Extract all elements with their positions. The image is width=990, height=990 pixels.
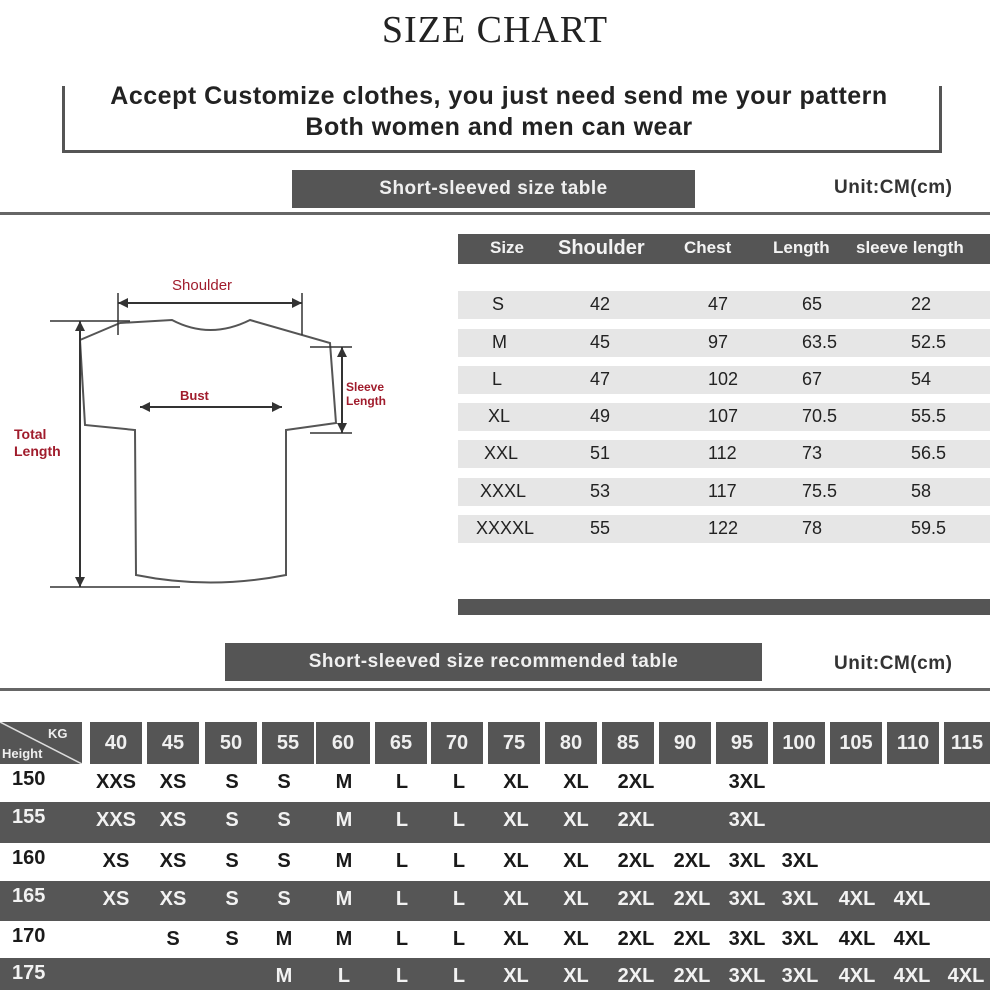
total-length-label — [14, 426, 61, 460]
size-recommendation-cell: XS — [159, 809, 187, 831]
size-recommendation-cell: L — [395, 850, 409, 872]
size-recommendation-cell: XL — [503, 809, 529, 831]
size-recommendation-cell: L — [395, 888, 409, 910]
size-recommendation-cell: 4XL — [893, 888, 931, 910]
size-recommendation-cell: 3XL — [728, 928, 766, 950]
size-recommendation-cell: 3XL — [728, 965, 766, 987]
size-recommendation-cell: XS — [159, 771, 187, 793]
notice-line-2: Both women and men can wear — [305, 113, 693, 141]
notice-line-1: Accept Customize clothes, you just need send me your pattern — [110, 82, 888, 110]
size-recommendation-cell: XXS — [95, 809, 137, 831]
size-recommendation-cell: 2XL — [617, 771, 655, 793]
size-recommendation-cell: 4XL — [838, 928, 876, 950]
size-recommendation-cell: 4XL — [838, 965, 876, 987]
size-recommendation-cell: 2XL — [617, 928, 655, 950]
size-row — [458, 366, 990, 394]
size-recommendation-cell: 3XL — [728, 771, 766, 793]
size-cell: 59.5 — [911, 518, 947, 538]
header-sleeve-length: sleeve length — [856, 238, 964, 257]
size-cell: XXXXL — [476, 518, 535, 538]
size-cell: 55 — [590, 518, 611, 538]
size-recommendation-cell: 2XL — [617, 965, 655, 987]
sleeve-label-line2: Length — [346, 394, 386, 408]
shoulder-label: Shoulder — [172, 277, 233, 294]
size-cell: 22 — [911, 294, 932, 314]
height-cell: 175 — [12, 962, 46, 984]
size-recommendation-cell: S — [277, 850, 291, 872]
size-cell: 70.5 — [802, 406, 838, 426]
size-recommendation-cell: XL — [503, 850, 529, 872]
size-recommendation-cell: XL — [563, 928, 589, 950]
kg-header-cell: 50 — [205, 722, 257, 764]
height-cell: 165 — [12, 885, 46, 907]
bust-label: Bust — [180, 388, 209, 403]
corner-height-label: Height — [2, 746, 43, 761]
size-recommendation-cell: XXS — [95, 771, 137, 793]
size-recommendation-cell: 2XL — [617, 809, 655, 831]
size-recommendation-cell: 2XL — [617, 850, 655, 872]
size-cell: 58 — [911, 481, 932, 501]
size-recommendation-cell: 2XL — [673, 965, 711, 987]
kg-header-cell: 115 — [944, 722, 990, 764]
kg-header-cell: 110 — [887, 722, 939, 764]
recommend-row — [0, 881, 990, 921]
height-cell: 150 — [12, 768, 46, 790]
size-cell: 54 — [911, 369, 932, 389]
size-recommendation-cell: 2XL — [673, 850, 711, 872]
size-recommendation-cell: 2XL — [673, 928, 711, 950]
size-cell: 67 — [802, 369, 823, 389]
divider — [0, 212, 990, 215]
size-recommendation-cell: M — [335, 888, 353, 910]
size-recommendation-cell: XL — [563, 809, 589, 831]
size-recommendation-cell: L — [452, 809, 466, 831]
kg-header-cell: 65 — [375, 722, 427, 764]
size-table-header — [458, 234, 990, 264]
size-cell: XL — [488, 406, 511, 426]
size-cell: 122 — [708, 518, 739, 538]
header-size: Size — [490, 238, 525, 257]
kg-header-cell: 105 — [830, 722, 882, 764]
size-row — [458, 291, 990, 319]
size-recommendation-cell: M — [335, 850, 353, 872]
size-cell: 47 — [590, 369, 611, 389]
kg-header-cell: 75 — [488, 722, 540, 764]
size-recommendation-cell: L — [395, 771, 409, 793]
header-length: Length — [773, 238, 830, 257]
size-recommendation-cell: 3XL — [781, 928, 819, 950]
size-recommendation-cell: XL — [503, 888, 529, 910]
size-recommendation-cell: S — [225, 850, 239, 872]
kg-header-cell: 90 — [659, 722, 711, 764]
size-cell: XXL — [484, 443, 519, 463]
height-cell: 160 — [12, 847, 46, 869]
recommend-row — [0, 921, 990, 958]
size-recommendation-cell: 3XL — [728, 888, 766, 910]
total-label-line2: Length — [14, 443, 61, 459]
size-recommendation-cell: XS — [102, 888, 130, 910]
size-cell: 53 — [590, 481, 611, 501]
height-cell: 155 — [12, 806, 46, 828]
size-cell: 73 — [802, 443, 823, 463]
size-recommendation-cell: S — [277, 888, 291, 910]
kg-header-cell: 45 — [147, 722, 199, 764]
kg-header-cell: 80 — [545, 722, 597, 764]
size-recommendation-cell: S — [225, 809, 239, 831]
size-recommendation-cell: L — [452, 928, 466, 950]
size-cell: 65 — [802, 294, 823, 314]
size-recommendation-cell: L — [452, 965, 466, 987]
size-recommendation-cell: 4XL — [893, 928, 931, 950]
size-recommendation-cell: XL — [503, 928, 529, 950]
size-recommendation-cell: 3XL — [728, 809, 766, 831]
kg-header-cell: 70 — [431, 722, 483, 764]
size-cell: 52.5 — [911, 332, 947, 352]
size-recommendation-cell: S — [166, 928, 180, 950]
size-recommendation-cell: 3XL — [781, 888, 819, 910]
size-cell: S — [492, 294, 505, 314]
recommend-row — [0, 764, 990, 802]
size-recommendation-cell: XL — [563, 888, 589, 910]
tshirt-outline — [80, 320, 336, 583]
size-recommendation-cell: S — [277, 771, 291, 793]
recommend-row — [0, 958, 990, 990]
size-cell: 49 — [590, 406, 611, 426]
size-recommendation-cell: S — [225, 928, 239, 950]
size-recommendation-cell: XS — [159, 888, 187, 910]
size-recommendation-cell: M — [335, 928, 353, 950]
size-table-banner: Short-sleeved size table — [292, 170, 695, 208]
size-recommendation-cell: S — [225, 771, 239, 793]
sleeve-label-line1: Sleeve — [346, 380, 385, 394]
height-cell: 170 — [12, 925, 46, 947]
kg-header-cell: 40 — [90, 722, 142, 764]
size-cell: 97 — [708, 332, 729, 352]
kg-header-cell: 55 — [262, 722, 314, 764]
size-recommendation-cell: S — [225, 888, 239, 910]
recommend-row — [0, 843, 990, 881]
size-cell: L — [492, 369, 503, 389]
size-row — [458, 403, 990, 431]
recommend-table-banner: Short-sleeved size recommended table — [225, 643, 762, 681]
page-title: SIZE CHART — [381, 9, 609, 51]
size-recommendation-cell: XL — [563, 965, 589, 987]
size-cell: 117 — [708, 481, 737, 501]
tshirt-measurement-diagram — [10, 265, 430, 605]
size-cell: 56.5 — [911, 443, 947, 463]
size-recommendation-cell: L — [452, 888, 466, 910]
size-cell: 78 — [802, 518, 823, 538]
size-cell: 102 — [708, 369, 739, 389]
size-recommendation-cell: M — [335, 771, 353, 793]
size-row — [458, 329, 990, 357]
size-recommendation-cell: M — [275, 928, 293, 950]
size-cell: 112 — [708, 443, 737, 463]
size-table-footer-bar — [458, 599, 990, 615]
size-cell: M — [492, 332, 507, 352]
size-recommendation-cell: 2XL — [673, 888, 711, 910]
table-corner-cell — [0, 722, 82, 764]
size-row — [458, 478, 990, 506]
recommend-row — [0, 802, 990, 843]
corner-kg-label: KG — [48, 726, 68, 741]
size-row — [458, 515, 990, 543]
size-recommendation-cell: XS — [159, 850, 187, 872]
divider — [0, 688, 990, 691]
size-cell: 42 — [590, 294, 611, 314]
size-recommendation-cell: L — [395, 928, 409, 950]
size-table-unit: Unit:CM(cm) — [834, 177, 953, 198]
size-row — [458, 440, 990, 468]
recommend-table-unit: Unit:CM(cm) — [834, 653, 953, 674]
kg-header-cell: 60 — [316, 722, 370, 764]
size-recommendation-cell: XL — [563, 771, 589, 793]
kg-header-cell: 85 — [602, 722, 654, 764]
size-recommendation-cell: 2XL — [617, 888, 655, 910]
header-shoulder: Shoulder — [558, 237, 645, 259]
total-label-line1: Total — [14, 426, 47, 442]
size-recommendation-cell: 4XL — [893, 965, 931, 987]
size-recommendation-cell: L — [452, 771, 466, 793]
size-cell: 47 — [708, 294, 729, 314]
size-recommendation-cell: XL — [503, 771, 529, 793]
size-recommendation-cell: L — [337, 965, 351, 987]
size-cell: 51 — [590, 443, 611, 463]
size-recommendation-cell: XS — [102, 850, 130, 872]
kg-header-cell: 100 — [773, 722, 825, 764]
size-cell: 55.5 — [911, 406, 947, 426]
header-chest: Chest — [684, 238, 732, 257]
size-recommendation-cell: L — [452, 850, 466, 872]
size-recommendation-cell: 4XL — [947, 965, 985, 987]
size-cell: 63.5 — [802, 332, 838, 352]
size-cell: 107 — [708, 406, 739, 426]
size-recommendation-cell: 3XL — [781, 965, 819, 987]
size-recommendation-cell: M — [335, 809, 353, 831]
size-recommendation-cell: 3XL — [728, 850, 766, 872]
size-recommendation-cell: XL — [503, 965, 529, 987]
size-recommendation-cell: M — [275, 965, 293, 987]
size-recommendation-cell: L — [395, 809, 409, 831]
size-recommendation-cell: 4XL — [838, 888, 876, 910]
size-recommendation-cell: XL — [563, 850, 589, 872]
sleeve-length-label — [346, 380, 386, 408]
size-recommendation-cell: S — [277, 809, 291, 831]
size-cell: 45 — [590, 332, 611, 352]
size-cell: 75.5 — [802, 481, 838, 501]
size-cell: XXXL — [480, 481, 527, 501]
kg-header-cell: 95 — [716, 722, 768, 764]
size-recommendation-cell: L — [395, 965, 409, 987]
size-recommendation-cell: 3XL — [781, 850, 819, 872]
